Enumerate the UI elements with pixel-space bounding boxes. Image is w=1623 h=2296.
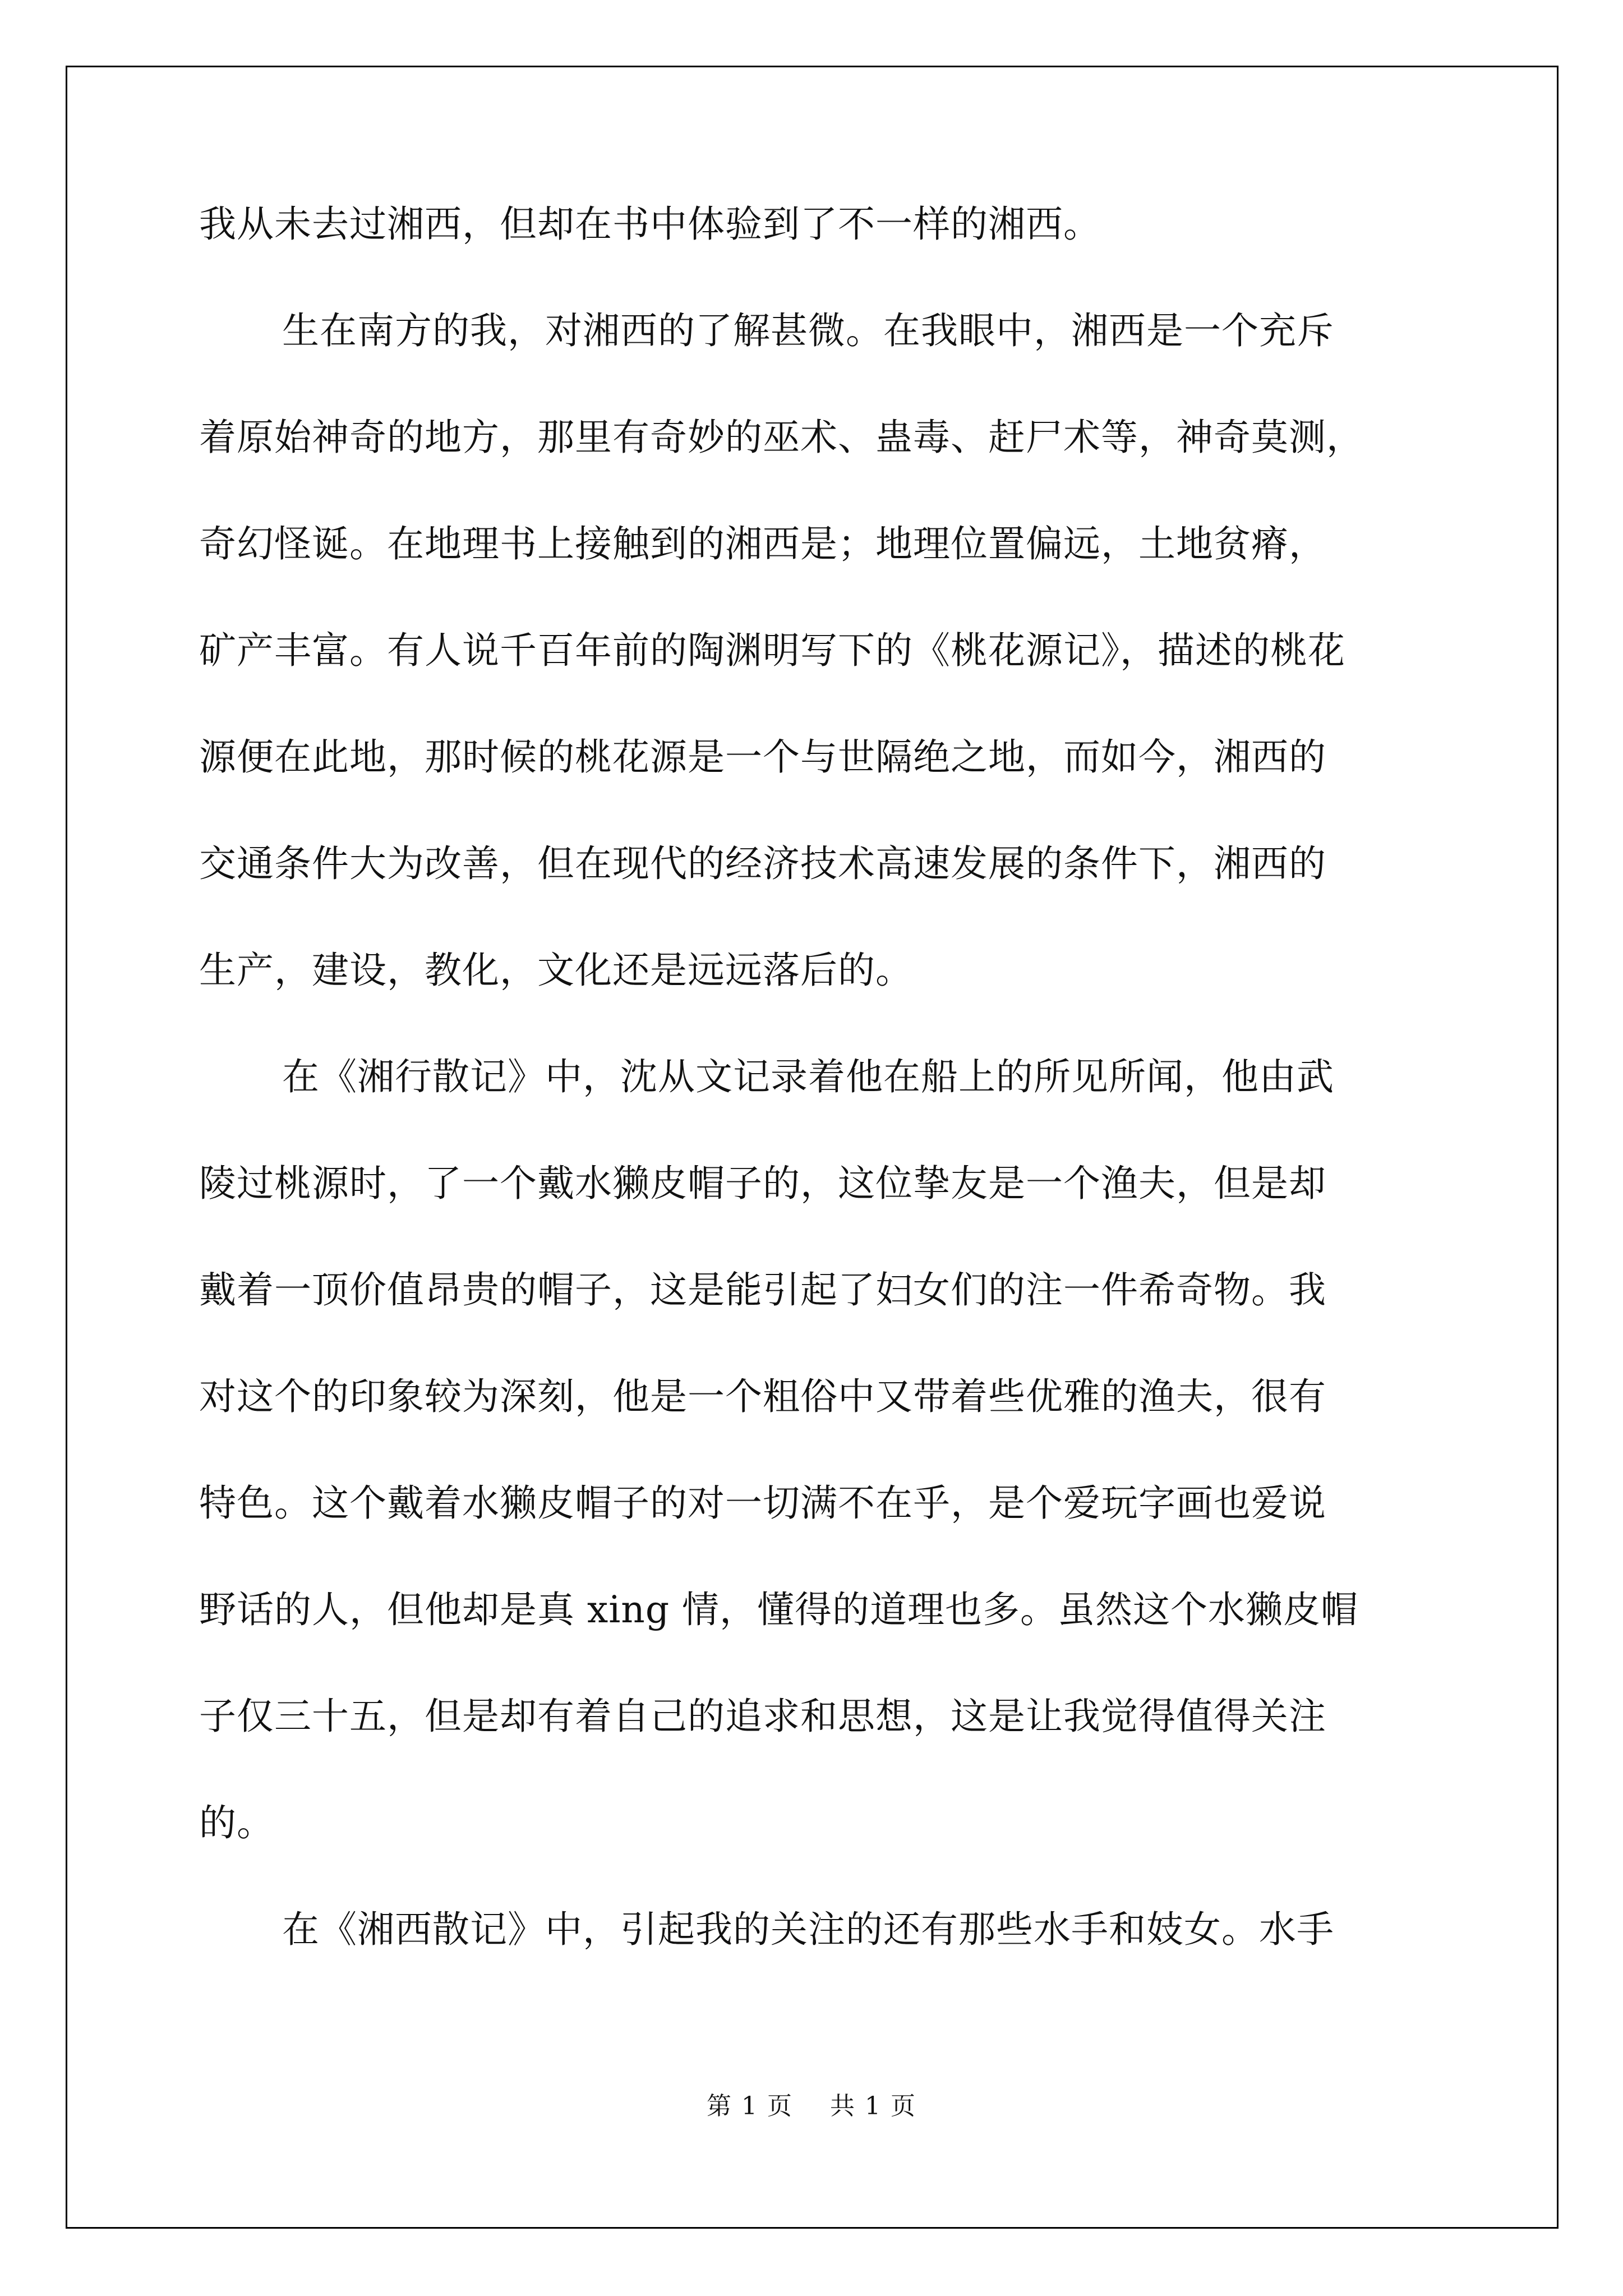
text-line: 奇幻怪诞。在地理书上接触到的湘西是；地理位置偏远，土地贫瘠， (199, 522, 1326, 565)
page-number: 第 1 页 (707, 2092, 793, 2120)
text-line: 生产，建设，教化，文化还是远远落后的。 (199, 949, 913, 992)
text-line: 特色。这个戴着水獭皮帽子的对一切满不在乎，是个爱玩字画也爱说 (199, 1481, 1326, 1525)
text-line: 的。 (199, 1801, 274, 1844)
text-line: 在《湘西散记》中，引起我的关注的还有那些水手和妓女。水手 (282, 1908, 1334, 1951)
document-body (199, 199, 1433, 2011)
text-line: 子仅三十五，但是却有着自己的追求和思想，这是让我觉得值得关注 (199, 1695, 1326, 1738)
text-line: 陵过桃源时，了一个戴水獭皮帽子的，这位挚友是一个渔夫，但是却 (199, 1162, 1326, 1205)
text-line: 野话的人，但他却是真 xing 情，懂得的道理也多。虽然这个水獭皮帽 (199, 1588, 1359, 1631)
text-line: 交通条件大为改善，但在现代的经济技术高速发展的条件下，湘西的 (199, 842, 1326, 885)
text-line: 生在南方的我，对湘西的了解甚微。在我眼中，湘西是一个充斥 (282, 309, 1334, 352)
page-total: 共 1 页 (830, 2092, 916, 2120)
text-line: 对这个的印象较为深刻，他是一个粗俗中又带着些优雅的渔夫，很有 (199, 1375, 1326, 1418)
page-footer (0, 2086, 1623, 2122)
text-line: 源便在此地，那时候的桃花源是一个与世隔绝之地，而如今，湘西的 (199, 735, 1326, 779)
text-line: 在《湘行散记》中，沈从文记录着他在船上的所见所闻，他由武 (282, 1055, 1334, 1098)
text-line: 我从未去过湘西，但却在书中体验到了不一样的湘西。 (199, 203, 1101, 246)
text-line: 矿产丰富。有人说千百年前的陶渊明写下的《桃花源记》，描述的桃花 (199, 629, 1345, 672)
text-line: 着原始神奇的地方，那里有奇妙的巫术、蛊毒、赶尸术等，神奇莫测， (199, 416, 1364, 459)
text-line: 戴着一顶价值昂贵的帽子，这是能引起了妇女们的注一件希奇物。我 (199, 1268, 1326, 1312)
